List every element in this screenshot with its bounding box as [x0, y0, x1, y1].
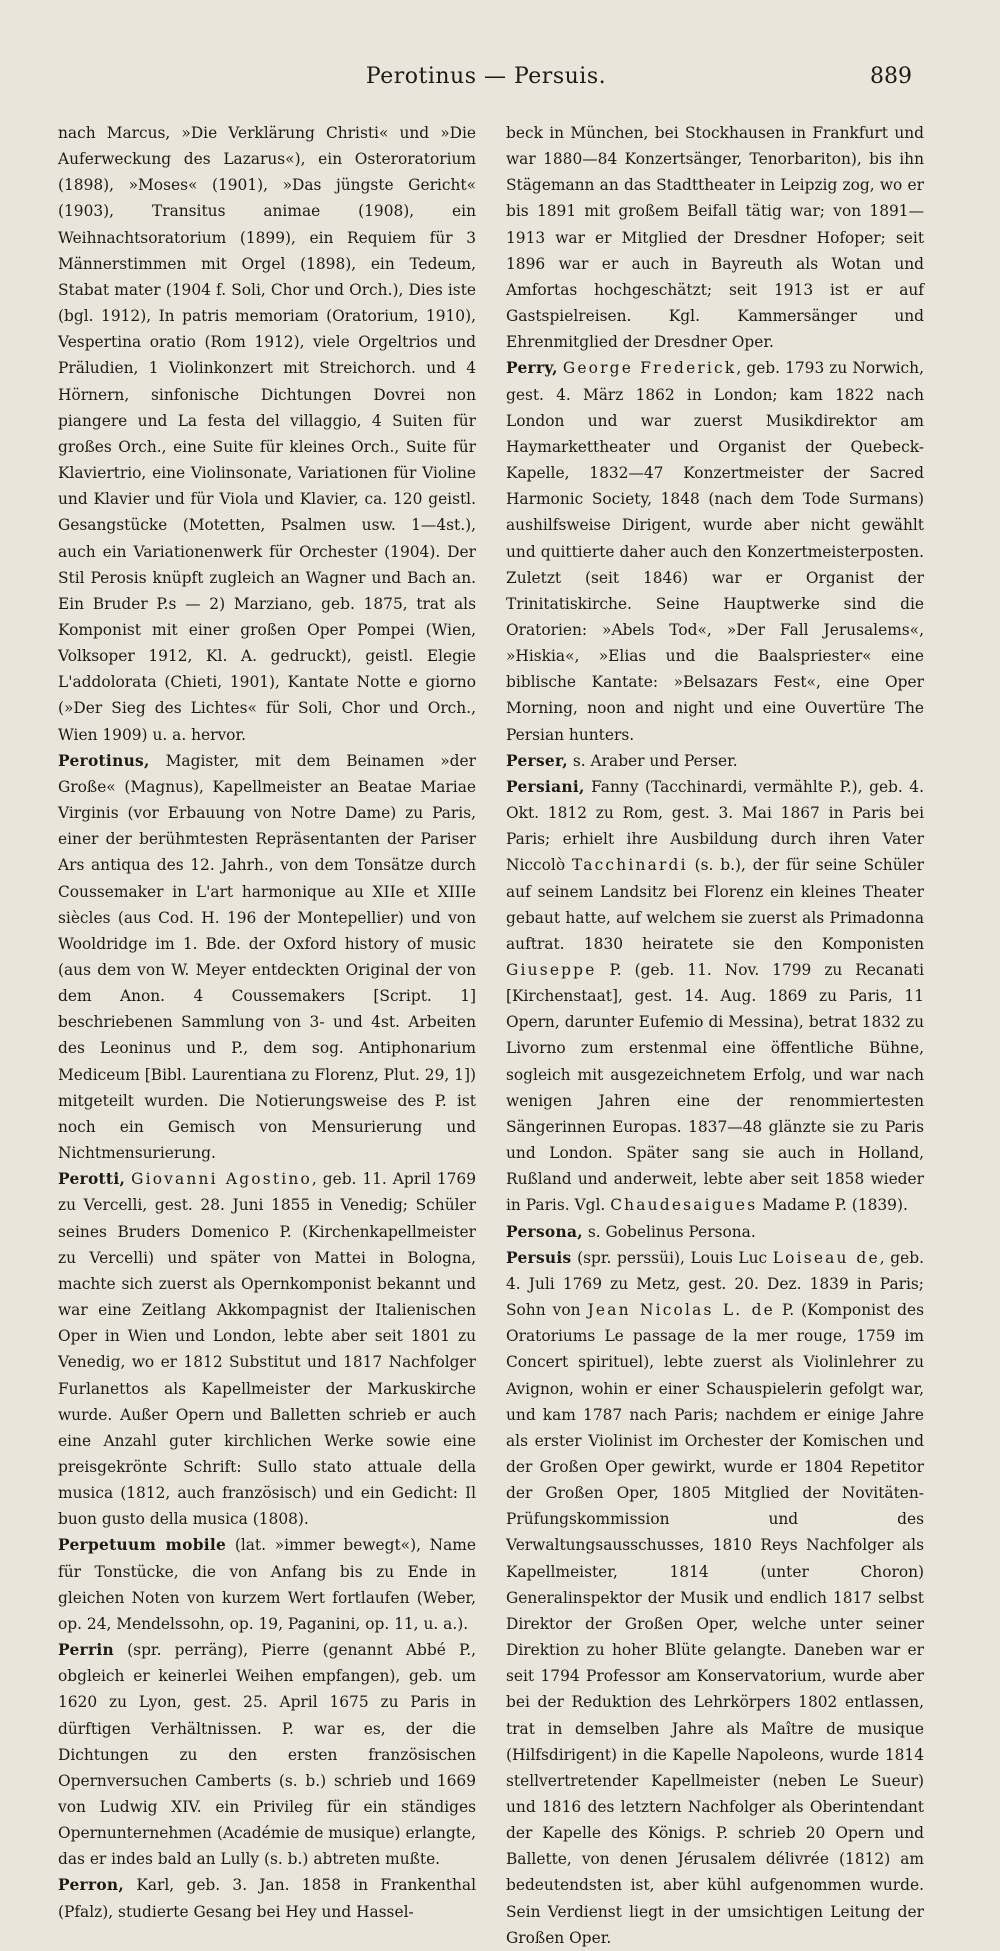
- entry-perrin: Perrin (spr. perräng), Pierre (genannt Abbé P., obgleich er keinerlei Weihen empfangen), geb. um 1620 zu Lyon, gest. 25. April 1675 zu Paris in dürftigen Verhältnissen. P. war es, der die Dichtungen zu den ersten französischen Opernversuchen Camberts (s. b.) schrieb und 1669 von Ludwig XIV. ein Privileg für ein ständiges Opernunternehmen (Académie de musique) erlangte, das er indes bald an Lully (s. b.) abtreten mußte.: [58, 1641, 476, 1869]
- entry-perotti: Perotti, Giovanni Agostino, geb. 11. April 1769 zu Vercelli, gest. 28. Juni 1855 in Venedig; Schüler seines Bruders Domenico P. (Kirchenkapellmeister zu Vercelli) und später von Mattei in Bologna, machte sich zuerst als Opernkomponist bekannt und war eine Zeitlang Akkompagnist der Italienischen Oper in Wien und London, lebte aber seit 1801 zu Venedig, wo er 1812 Substitut und 1817 Nachfolger Furlanettos als Kapellmeister der Markuskirche wurde. Außer Opern und Balletten schrieb er auch eine Anzahl guter kirchlichen Werke sowie eine preisgekrönte Schrift: Sullo stato attuale della musica (1812, auch französisch) und ein Gedicht: Il buon gusto della musica (1808).: [58, 1170, 476, 1529]
- headword: Perrin: [58, 1641, 115, 1660]
- right-column: [506, 120, 924, 1951]
- entry-persona: Persona, s. Gobelinus Persona.: [506, 1222, 756, 1241]
- left-column: [58, 120, 476, 1925]
- headword: Perron,: [58, 1876, 125, 1895]
- headword: Persona,: [506, 1222, 583, 1241]
- headword: Persuis: [506, 1248, 572, 1267]
- entry-perser: Perser, s. Araber und Perser.: [506, 751, 738, 770]
- entry-perpetuum-mobile: Perpetuum mobile (lat. »immer bewegt«), Name für Tonstücke, die von Anfang bis zu Ende in gleichen Noten von kurzem Wert fortlaufen (Weber, op. 24, Mendelssohn, op. 19, Paganini, op. 11, u. a.).: [58, 1536, 476, 1633]
- page-number: 889: [870, 64, 912, 89]
- running-title: Perotinus — Persuis.: [365, 64, 607, 89]
- entry-perron: Perron, Karl, geb. 3. Jan. 1858 in Frankenthal (Pfalz), studierte Gesang bei Hey und Hassel-: [58, 1876, 476, 1921]
- page-header: [60, 64, 912, 100]
- entry-perron-continued: beck in München, bei Stockhausen in Frankfurt und war 1880—84 Konzertsänger, Tenorbariton), bis ihn Stägemann an das Stadttheater in Leipzig zog, wo er bis 1891 mit großem Beifall tätig war; von 1891—1913 war er Mitglied der Dresdner Hofoper; seit 1896 war er auch in Bayreuth als Wotan und Amfortas hochgeschätzt; seit 1913 ist er auf Gastspielreisen. Kgl. Kammersänger und Ehrenmitglied der Dresdner Oper.: [506, 124, 924, 352]
- headword: Perser,: [506, 751, 568, 770]
- entry-perry: Perry, George Frederick, geb. 1793 zu Norwich, gest. 4. März 1862 in London; kam 1822 nach London und war zuerst Musikdirektor am Haymarkettheater und Organist der Quebeck-Kapelle, 1832—47 Konzertmeister der Sacred Harmonic Society, 1848 (nach dem Tode Surmans) aushilfsweise Dirigent, wurde aber nicht gewählt und quittierte daher auch den Konzertmeisterposten. Zuletzt (seit 1846) war er Organist der Trinitatiskirche. Seine Hauptwerke sind die Oratorien: »Abels Tod«, »Der Fall Jerusalems«, »Hiskia«, »Elias und die Baalspriester« eine biblische Kantate: »Belsazars Fest«, eine Oper Morning, noon and night und eine Ouvertüre The Persian hunters.: [506, 359, 924, 744]
- headword: Perotti,: [58, 1170, 126, 1189]
- entry-perotinus: Perotinus, Magister, mit dem Beinamen »der Große« (Magnus), Kapellmeister an Beatae Mariae Virginis (vor Erbauung von Notre Dame) zu Paris, einer der berühmtesten Repräsentanten der Pariser Ars antiqua des 12. Jahrh., von dem Tonsätze durch Coussemaker in L'art harmonique au XIIe et XIIIe siècles (aus Cod. H. 196 der Montepellier) und von Wooldridge im 1. Bde. der Oxford history of music (aus dem von W. Meyer entdeckten Original der von dem Anon. 4 Coussemakers [Script. 1] beschriebenen Sammlung von 3- und 4st. Arbeiten des Leoninus und P., dem sog. Antiphonarium Mediceum [Bibl. Laurentiana zu Florenz, Plut. 29, 1]) mitgeteilt wurden. Die Notierungsweise des P. ist noch ein Gemisch von Mensurierung und Nichtmensurierung.: [58, 751, 476, 1163]
- headword: Perry,: [506, 359, 558, 378]
- headword: Perotinus,: [58, 751, 150, 770]
- entry-perosi-continued: nach Marcus, »Die Verklärung Christi« und »Die Auferweckung des Lazarus«), ein Osteroratorium (1898), »Moses« (1901), »Das jüngste Gericht« (1903), Transitus animae (1908), ein Weihnachtsoratorium (1899), ein Requiem für 3 Männerstimmen mit Orgel (1898), ein Tedeum, Stabat mater (1904 f. Soli, Chor und Orch.), Dies iste (bgl. 1912), In patris memoriam (Oratorium, 1910), Vespertina oratio (Rom 1912), viele Orgeltrios und Präludien, 1 Violinkonzert mit Streichorch. und 4 Hörnern, sinfonische Dichtungen Dovrei non piangere und La festa del villaggio, 4 Suiten für großes Orch., eine Suite für kleines Orch., Suite für Klaviertrio, eine Violinsonate, Variationen für Violine und Klavier und für Viola und Klavier, ca. 120 geistl. Gesangstücke (Motetten, Psalmen usw. 1—4st.), auch ein Variationenwerk für Orchester (1904). Der Stil Perosis knüpft zugleich an Wagner und Bach an. Ein Bruder P.s — 2) Marziano, geb. 1875, trat als Komponist mit einer großen Oper Pompei (Wien, Volksoper 1912, Kl. A. gedruckt), geistl. Elegie L'addolorata (Chieti, 1901), Kantate Notte e giorno (»Der Sieg des Lichtes« für Soli, Chor und Orch., Wien 1909) u. a. hervor.: [58, 124, 476, 744]
- headword: Persiani,: [506, 777, 585, 796]
- entry-persuis: Persuis (spr. perssüi), Louis Luc Loiseau de, geb. 4. Juli 1769 zu Metz, gest. 20. Dez. 1839 in Paris; Sohn von Jean Nicolas L. de P. (Komponist des Oratoriums Le passage de la mer rouge, 1759 im Concert spirituel), lebte zuerst als Violinlehrer zu Avignon, wohin er einer Schauspielerin gefolgt war, und kam 1787 nach Paris; nachdem er einige Jahre als erster Violinist im Orchester der Komischen und der Großen Oper gewirkt, wurde er 1804 Repetitor der Großen Oper, 1805 Mitglied der Novitäten-Prüfungskommission und des Verwaltungsausschusses, 1810 Reys Nachfolger als Kapellmeister, 1814 (unter Choron) Generalinspektor der Musik und endlich 1817 selbst Direktor der Großen Oper, welche unter seiner Direktion zu hoher Blüte gelangte. Daneben war er seit 1794 Professor am Konservatorium, wurde aber bei der Reduktion des Lehrkörpers 1802 entlassen, trat in demselben Jahre als Maître de musique (Hilfsdirigent) in die Kapelle Napoleons, wurde 1814 stellvertretender Kapellmeister (neben Le Sueur) und 1816 des letztern Nachfolger als Oberintendant der Kapelle des Königs. P. schrieb 20 Opern und Ballette, von denen Jérusalem délivrée (1812) am bedeutendsten ist, aber kühl aufgenommen wurde. Sein Verdienst liegt in der umsichtigen Leitung der Großen Oper.: [506, 1248, 925, 1947]
- entry-persiani: Persiani, Fanny (Tacchinardi, vermählte P.), geb. 4. Okt. 1812 zu Rom, gest. 3. Mai 1867 in Paris bei Paris; erhielt ihre Ausbildung durch ihren Vater Niccolò Tacchinardi (s. b.), der für seine Schüler auf seinem Landsitz bei Florenz ein kleines Theater gebaut hatte, auf welchem sie zuerst als Primadonna auftrat. 1830 heiratete sie den Komponisten Giuseppe P. (geb. 11. Nov. 1799 zu Recanati [Kirchenstaat], gest. 14. Aug. 1869 zu Paris, 11 Opern, darunter Eufemio di Messina), betrat 1832 zu Livorno zum erstenmal eine öffentliche Bühne, sogleich mit ausgezeichnetem Erfolg, und war nach wenigen Jahren eine der renommiertesten Sängerinnen Europas. 1837—48 glänzte sie zu Paris und London. Später sang sie auch in Holland, Rußland und anderweit, lebte aber seit 1858 wieder in Paris. Vgl. Chaudesaigues Madame P. (1839).: [506, 777, 924, 1215]
- headword: Perpetuum mobile: [58, 1536, 227, 1555]
